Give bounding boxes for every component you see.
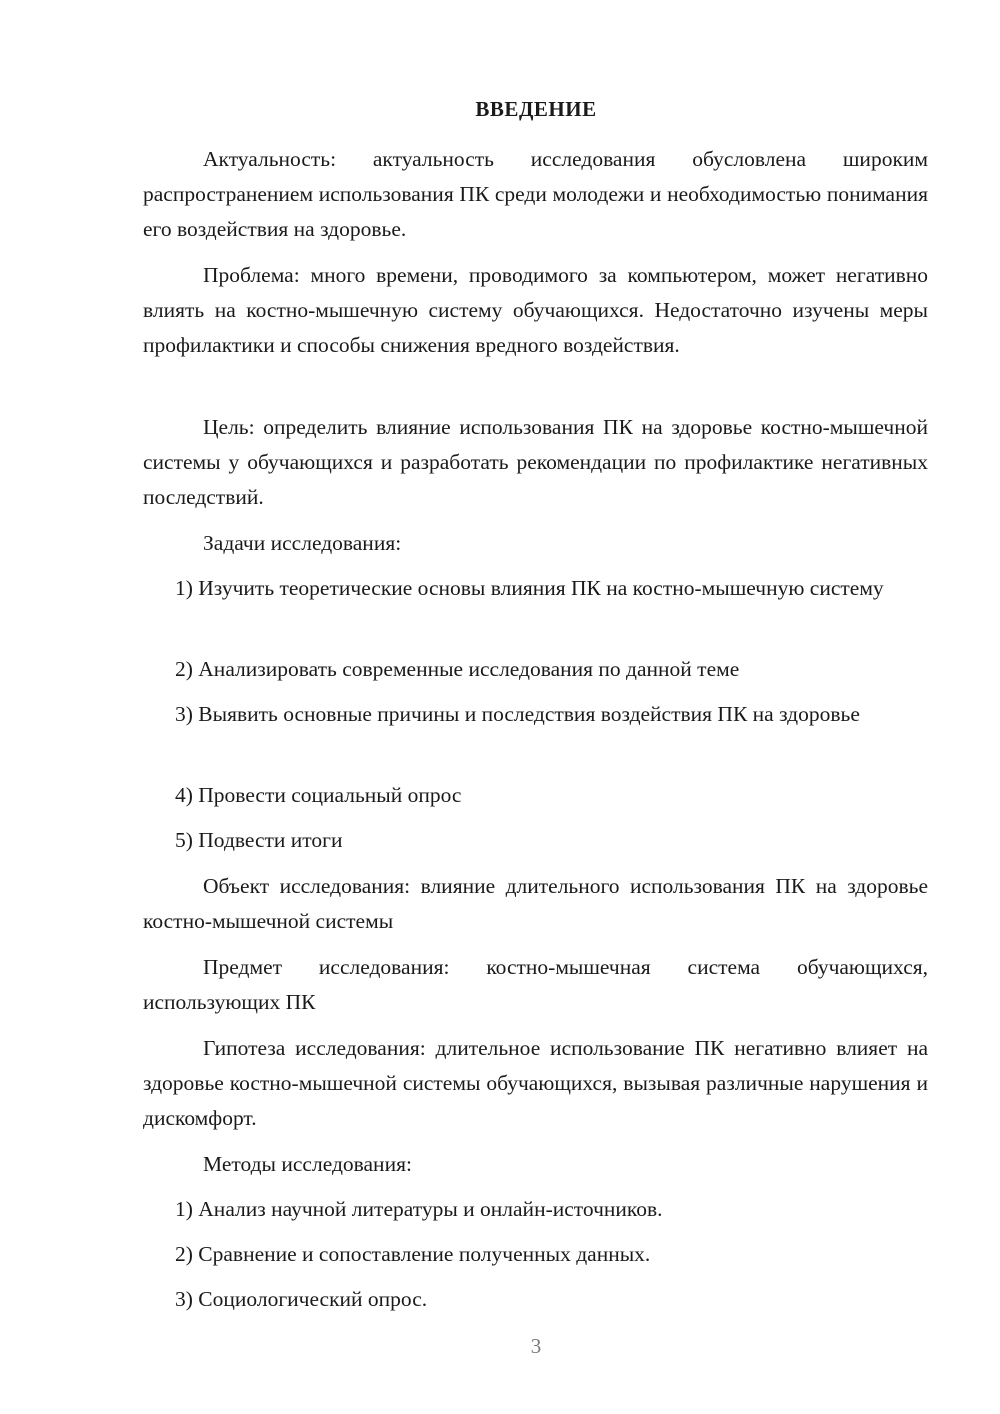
object-paragraph: Объект исследования: влияние длительного использования ПК на здоровье костно-мышечной системы (143, 874, 928, 933)
task-item-3: 3) Выявить основные причины и последствия воздействия ПК на здоровье (175, 702, 860, 726)
task-item-2: 2) Анализировать современные исследования по данной теме (175, 657, 740, 681)
method-item-2: 2) Сравнение и сопоставление полученных данных. (175, 1242, 651, 1266)
problem-paragraph: Проблема: много времени, проводимого за компьютером, может негативно влиять на костно-мышечную систему обучающихся. Недостаточно изучены меры профилактики и способы снижения вредного воздействия. (143, 263, 928, 357)
task-item-1: 1) Изучить теоретические основы влияния ПК на костно-мышечную систему (175, 576, 884, 600)
tasks-heading: Задачи исследования: (203, 531, 402, 555)
hypothesis-paragraph: Гипотеза исследования: длительное использование ПК негативно влияет на здоровье костно-мышечной системы обучающихся, вызывая различные нарушения и дискомфорт. (143, 1036, 928, 1130)
page-number: 3 (530, 1334, 542, 1358)
method-item-3: 3) Социологический опрос. (175, 1287, 428, 1311)
methods-heading: Методы исследования: (203, 1152, 412, 1176)
method-item-1: 1) Анализ научной литературы и онлайн-источников. (175, 1197, 663, 1221)
page-title: ВВЕДЕНИЕ (475, 97, 597, 121)
relevance-paragraph: Актуальность: актуальность исследования обусловлена широким распространением использования ПК среди молодежи и необходимостью понимания его воздействия на здоровье. (143, 147, 928, 241)
subject-paragraph: Предмет исследования: костно-мышечная система обучающихся, использующих ПК (143, 955, 928, 1014)
goal-paragraph: Цель: определить влияние использования ПК на здоровье костно-мышечной системы у обучающихся и разработать рекомендации по профилактике негативных последствий. (143, 415, 928, 509)
task-item-5: 5) Подвести итоги (175, 828, 343, 852)
task-item-4: 4) Провести социальный опрос (175, 783, 462, 807)
